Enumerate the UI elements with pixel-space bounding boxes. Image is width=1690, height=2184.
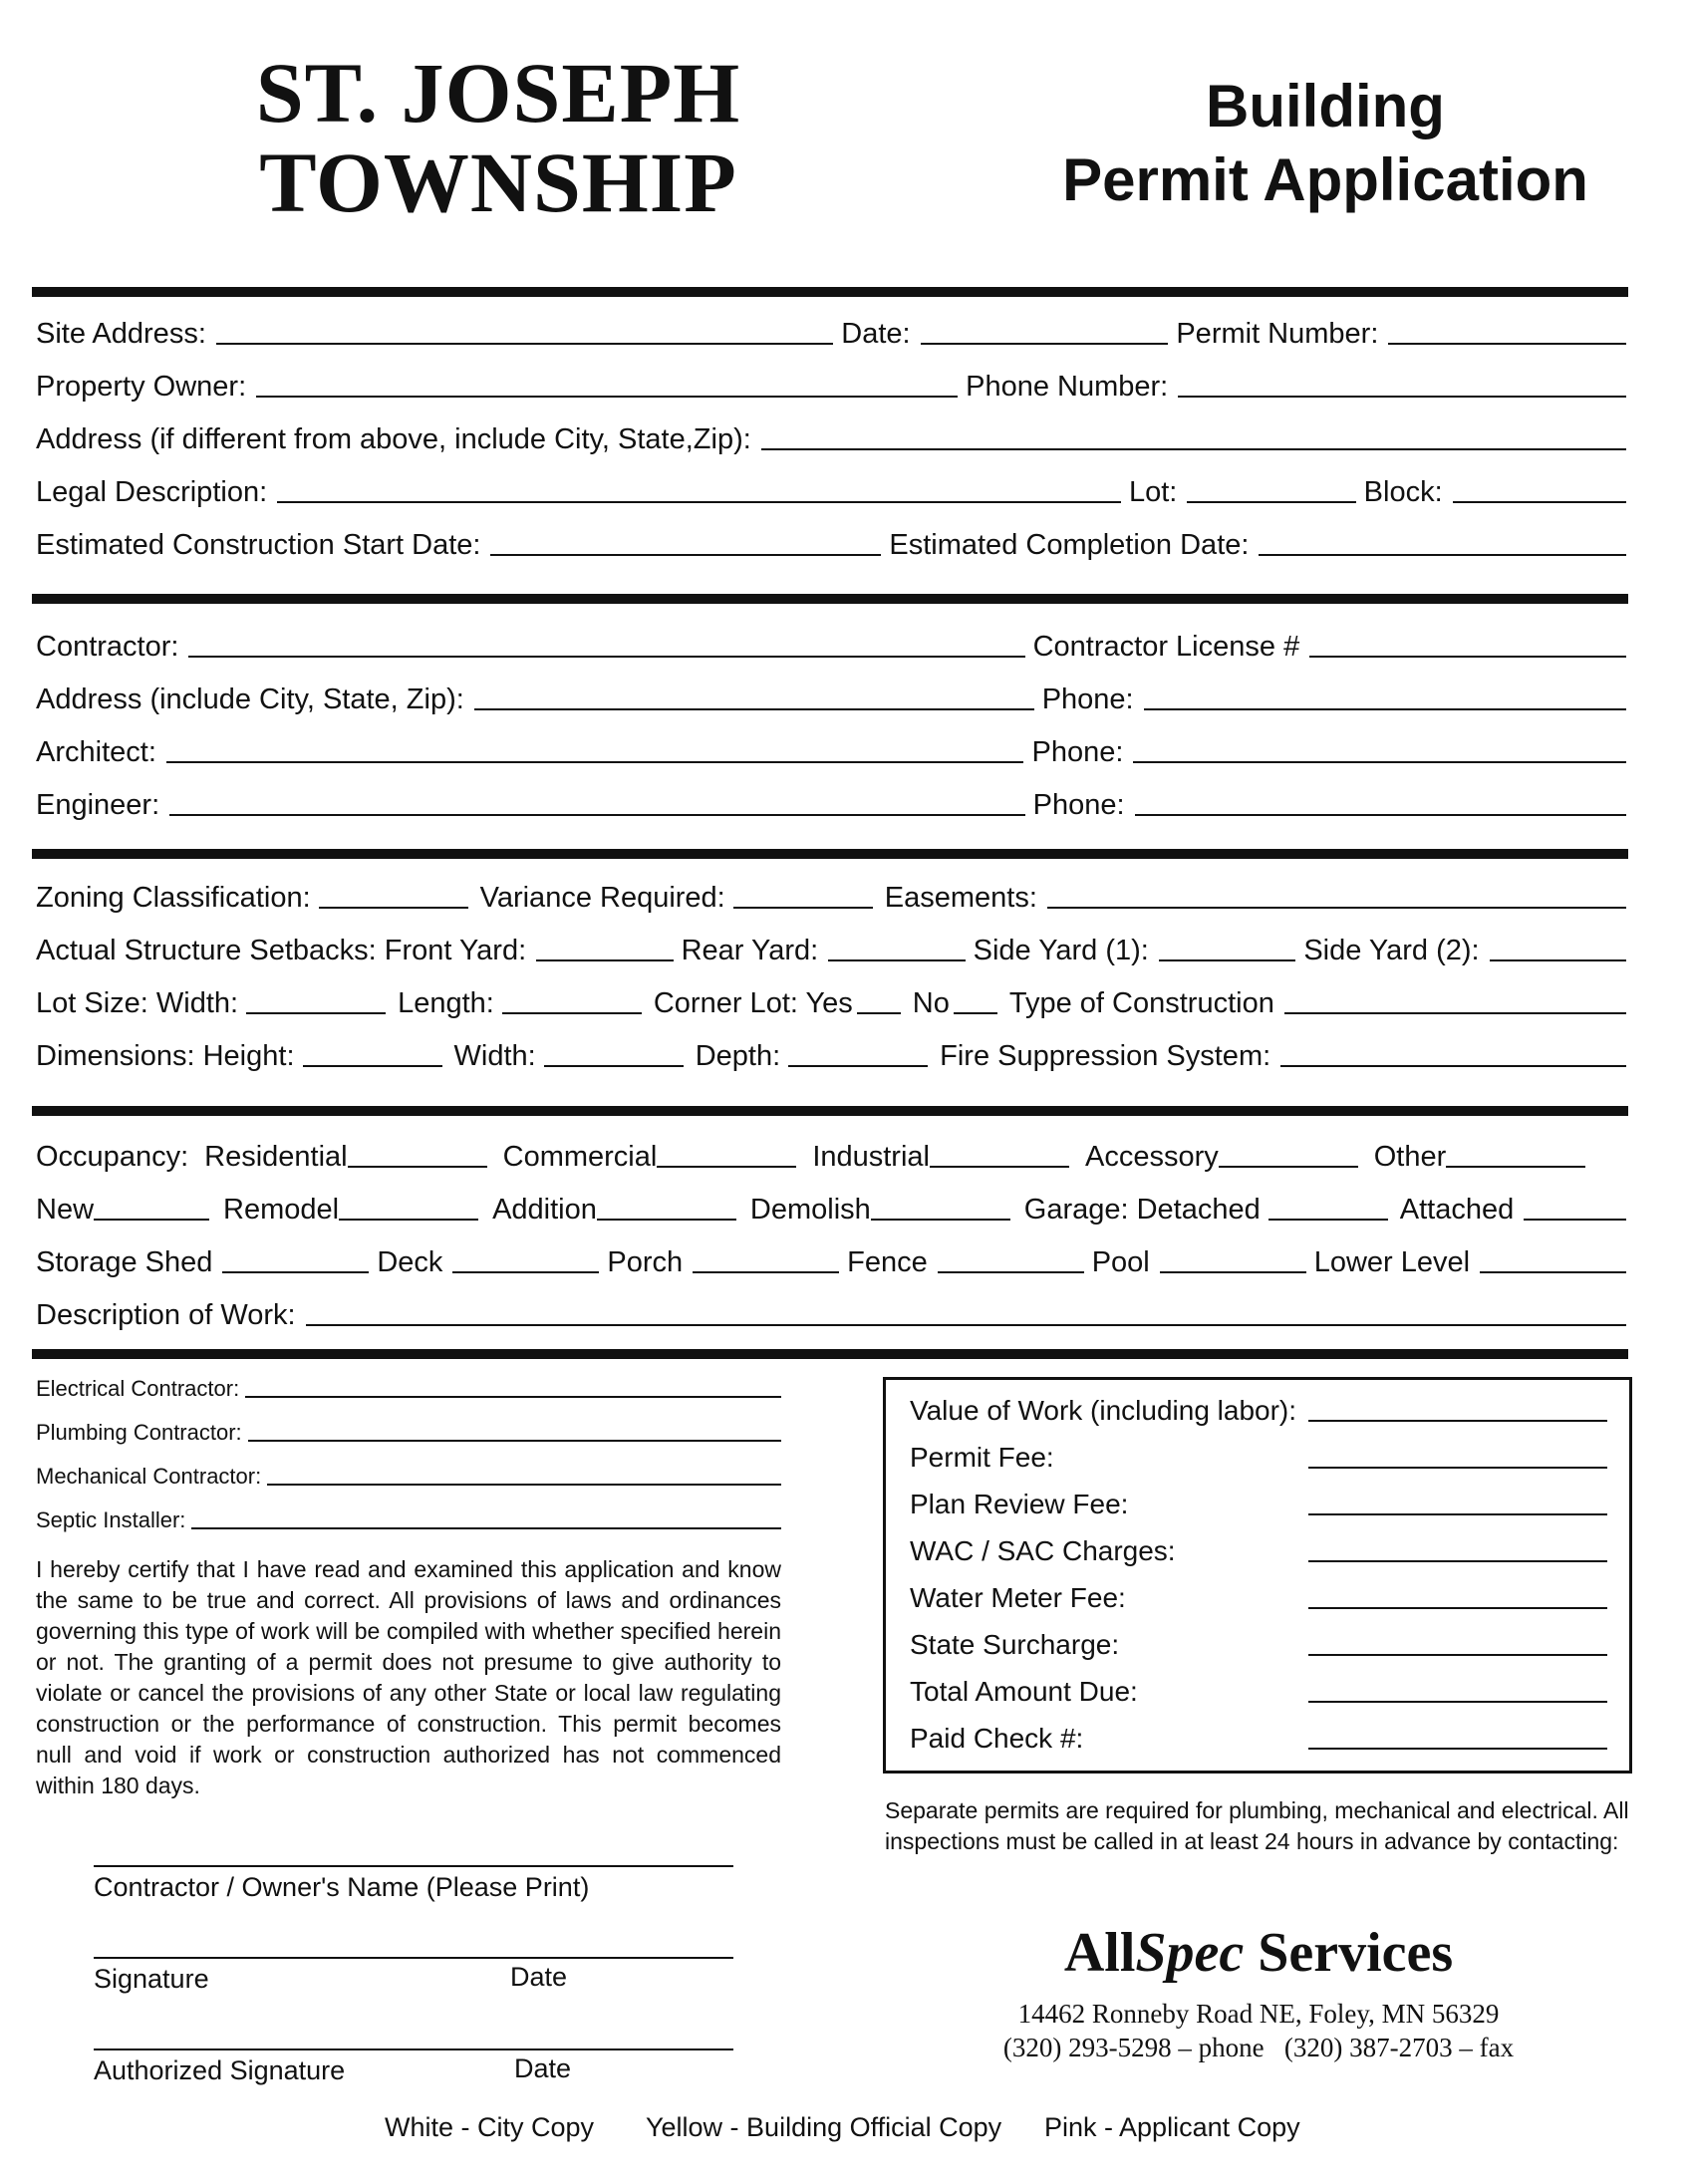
height-field[interactable]: [303, 1065, 442, 1067]
front-yard-field[interactable]: [536, 959, 673, 961]
septic-installer-field[interactable]: [191, 1527, 781, 1529]
side-yard-2-label: Side Yard (2):: [1303, 935, 1480, 966]
plumbing-contractor-label: Plumbing Contractor:: [36, 1420, 242, 1445]
township-name-line2: TOWNSHIP: [259, 135, 737, 230]
other-label: Other: [1373, 1141, 1447, 1173]
easements-label: Easements:: [884, 882, 1037, 914]
occupancy-row-3: [36, 1245, 1626, 1279]
form-title: [977, 70, 1674, 217]
length-label: Length:: [398, 987, 494, 1019]
contractor-address-field[interactable]: [474, 708, 1034, 710]
company-name-all: All: [1063, 1922, 1136, 1984]
industrial-label: Industrial: [812, 1141, 930, 1173]
easements-field[interactable]: [1047, 907, 1626, 909]
fence-label: Fence: [847, 1246, 928, 1278]
form-title-line1: Building: [1206, 73, 1445, 139]
other-field[interactable]: [1446, 1166, 1585, 1168]
septic-installer-row: [36, 1506, 781, 1534]
side-yard-2-field[interactable]: [1490, 959, 1626, 961]
authorized-signature-line[interactable]: [94, 2048, 733, 2050]
site-row-4: [36, 475, 1626, 509]
block-field[interactable]: [1453, 501, 1626, 503]
company-address: 14462 Ronneby Road NE, Foley, MN 56329: [1017, 1999, 1500, 2029]
mechanical-contractor-row: [36, 1463, 781, 1491]
signature-label: Signature: [94, 1964, 209, 1994]
pink-copy-label: Pink - Applicant Copy: [1044, 2112, 1300, 2142]
signature-line[interactable]: [94, 1957, 733, 1959]
fee-label: Value of Work (including labor):: [910, 1395, 1297, 1426]
fee-field[interactable]: [1308, 1513, 1607, 1515]
site-row-1: [36, 317, 1626, 351]
garage-attached-field[interactable]: [1524, 1219, 1626, 1221]
width-field[interactable]: [544, 1065, 684, 1067]
deck-label: Deck: [377, 1246, 443, 1278]
zoning-classification-label: Zoning Classification:: [36, 882, 311, 914]
fee-row: [910, 1441, 1607, 1475]
zoning-row-1: [36, 881, 1626, 915]
architect-field[interactable]: [166, 761, 1024, 763]
width-label: Width:: [453, 1040, 536, 1072]
fire-suppression-label: Fire Suppression System:: [940, 1040, 1271, 1072]
white-copy-label: White - City Copy: [385, 2112, 595, 2142]
fence-field[interactable]: [938, 1271, 1084, 1273]
construction-type-label: Type of Construction: [1008, 987, 1274, 1019]
print-name-label: Contractor / Owner's Name (Please Print): [94, 1872, 590, 1902]
fee-field[interactable]: [1308, 1701, 1607, 1703]
site-row-2: [36, 370, 1626, 404]
remodel-field[interactable]: [339, 1219, 478, 1221]
date-field[interactable]: [921, 343, 1169, 345]
township-name: [149, 45, 847, 230]
fee-row: [910, 1675, 1607, 1709]
phone-number-field[interactable]: [1178, 396, 1626, 398]
property-owner-field[interactable]: [256, 396, 958, 398]
section-divider: [32, 849, 1628, 859]
authorized-signature-label: Authorized Signature: [94, 2055, 346, 2085]
deck-field[interactable]: [452, 1271, 599, 1273]
site-address-label: Site Address:: [36, 318, 206, 350]
fee-label: Plan Review Fee:: [910, 1489, 1129, 1519]
yellow-copy-label: Yellow - Building Official Copy: [646, 2112, 1002, 2142]
industrial-field[interactable]: [930, 1166, 1069, 1168]
fee-row: [910, 1628, 1607, 1662]
start-date-label: Estimated Construction Start Date:: [36, 529, 481, 561]
new-field[interactable]: [94, 1219, 209, 1221]
contractor-address-label: Address (include City, State, Zip):: [36, 683, 464, 715]
plumbing-contractor-row: [36, 1419, 781, 1447]
lower-level-field[interactable]: [1480, 1271, 1626, 1273]
electrical-contractor-row: [36, 1375, 781, 1403]
mechanical-contractor-label: Mechanical Contractor:: [36, 1464, 262, 1489]
inspection-note: Separate permits are required for plumbing, mechanical and electrical. All inspections must be called in at least 24 hours in advance by contacting:: [885, 1797, 1629, 1854]
zoning-row-2: [36, 934, 1626, 967]
architect-label: Architect:: [36, 736, 156, 768]
accessory-field[interactable]: [1219, 1166, 1358, 1168]
garage-detached-field[interactable]: [1268, 1219, 1388, 1221]
alternate-address-label: Address (if different from above, include City, State,Zip):: [36, 423, 751, 455]
zoning-row-4: [36, 1039, 1626, 1073]
fee-label: WAC / SAC Charges:: [910, 1535, 1176, 1566]
authorized-date-label: Date: [514, 2053, 572, 2083]
depth-field[interactable]: [788, 1065, 928, 1067]
commercial-field[interactable]: [657, 1166, 796, 1168]
corner-lot-no-field[interactable]: [954, 1012, 997, 1014]
residential-field[interactable]: [348, 1166, 487, 1168]
lot-label: Lot:: [1128, 476, 1178, 508]
garage-detached-label: Garage: Detached: [1023, 1194, 1261, 1226]
accessory-label: Accessory: [1084, 1141, 1219, 1173]
new-label: New: [36, 1194, 95, 1226]
architect-phone-label: Phone:: [1031, 736, 1124, 768]
lower-level-label: Lower Level: [1313, 1246, 1471, 1278]
start-date-field[interactable]: [490, 554, 881, 556]
variance-label: Variance Required:: [479, 882, 725, 914]
description-field[interactable]: [306, 1324, 1626, 1326]
fee-label: Permit Fee:: [910, 1442, 1054, 1473]
addition-label: Addition: [492, 1194, 597, 1226]
residential-label: Residential: [204, 1141, 348, 1173]
completion-date-label: Estimated Completion Date:: [889, 529, 1250, 561]
description-label: Description of Work:: [36, 1299, 296, 1331]
permit-number-field[interactable]: [1388, 343, 1626, 345]
pool-field[interactable]: [1160, 1271, 1306, 1273]
fee-label: Paid Check #:: [910, 1723, 1084, 1754]
section-divider: [32, 1106, 1628, 1116]
fee-label: State Surcharge:: [910, 1629, 1120, 1660]
lot-width-label: Lot Size: Width:: [36, 987, 239, 1019]
permit-number-label: Permit Number:: [1176, 318, 1379, 350]
contractor-row-4: [36, 788, 1626, 822]
lot-width-field[interactable]: [246, 1012, 386, 1014]
contractor-row-2: [36, 682, 1626, 716]
phone-number-label: Phone Number:: [966, 371, 1169, 403]
engineer-field[interactable]: [169, 814, 1025, 816]
date-label: Date:: [841, 318, 911, 350]
engineer-phone-label: Phone:: [1032, 789, 1125, 821]
remodel-label: Remodel: [223, 1194, 340, 1226]
contractor-row-3: [36, 735, 1626, 769]
demolish-field[interactable]: [871, 1219, 1010, 1221]
construction-type-field[interactable]: [1284, 1012, 1626, 1014]
print-name-line[interactable]: [94, 1865, 733, 1867]
block-label: Block:: [1363, 476, 1443, 508]
rear-yard-field[interactable]: [828, 959, 965, 961]
front-yard-label: Actual Structure Setbacks: Front Yard:: [36, 935, 527, 966]
lot-field[interactable]: [1187, 501, 1355, 503]
company-phones: (320) 293-5298 – phone (320) 387-2703 – fax: [1002, 2033, 1515, 2062]
occupancy-row-2: [36, 1193, 1626, 1227]
occupancy-row-4: [36, 1298, 1626, 1332]
occupancy-row-1: [36, 1140, 1560, 1174]
zoning-classification-field[interactable]: [319, 907, 468, 909]
length-field[interactable]: [502, 1012, 642, 1014]
contractor-license-field[interactable]: [1309, 656, 1626, 658]
section-divider: [32, 1349, 1628, 1359]
fire-suppression-field[interactable]: [1280, 1065, 1626, 1067]
corner-lot-yes-label: Corner Lot: Yes: [653, 987, 853, 1019]
legal-description-label: Legal Description:: [36, 476, 268, 508]
fee-label: Water Meter Fee:: [910, 1582, 1126, 1613]
commercial-label: Commercial: [502, 1141, 658, 1173]
fee-row: [910, 1534, 1607, 1568]
porch-label: Porch: [607, 1246, 684, 1278]
fee-field[interactable]: [1308, 1607, 1607, 1609]
certification-text: I hereby certify that I have read and examined this application and know the same to be true and correct. All provisions of laws and ordinances governing this type of work will be compiled with whether specified herein or not. The granting of a permit does not presume to give authority to violate or cancel the provisions of any other State or local law regulating construction or the performance of construction. This permit becomes null and void if work or construction authorized has not commenced within 180 days.: [36, 1556, 781, 1798]
electrical-contractor-field[interactable]: [245, 1396, 781, 1398]
contractor-phone-field[interactable]: [1144, 708, 1626, 710]
company-name: [885, 1921, 1632, 1985]
fee-label: Total Amount Due:: [910, 1676, 1138, 1707]
depth-label: Depth:: [695, 1040, 781, 1072]
legal-description-field[interactable]: [277, 501, 1121, 503]
fee-field[interactable]: [1308, 1467, 1607, 1469]
fee-field[interactable]: [1308, 1420, 1607, 1422]
side-yard-1-field[interactable]: [1159, 959, 1295, 961]
variance-field[interactable]: [733, 907, 873, 909]
plumbing-contractor-field[interactable]: [248, 1440, 781, 1442]
fee-row: [910, 1488, 1607, 1521]
contractor-license-label: Contractor License #: [1032, 631, 1300, 663]
alternate-address-field[interactable]: [761, 448, 1626, 450]
section-divider: [32, 287, 1628, 297]
side-yard-1-label: Side Yard (1):: [973, 935, 1149, 966]
fee-row: [910, 1722, 1607, 1756]
fee-field[interactable]: [1308, 1654, 1607, 1656]
engineer-phone-field[interactable]: [1135, 814, 1626, 816]
electrical-contractor-label: Electrical Contractor:: [36, 1376, 240, 1401]
pool-label: Pool: [1091, 1246, 1150, 1278]
fee-row: [910, 1581, 1607, 1615]
height-label: Dimensions: Height:: [36, 1040, 295, 1072]
corner-lot-no-label: No: [912, 987, 950, 1019]
corner-lot-yes-field[interactable]: [857, 1012, 901, 1014]
fee-box: [883, 1377, 1632, 1774]
fee-field[interactable]: [1308, 1560, 1607, 1562]
addition-field[interactable]: [597, 1219, 736, 1221]
contractor-label: Contractor:: [36, 631, 179, 663]
garage-attached-label: Attached: [1399, 1194, 1515, 1226]
signature-date-label: Date: [510, 1962, 568, 1992]
mechanical-contractor-field[interactable]: [267, 1484, 781, 1486]
rear-yard-label: Rear Yard:: [681, 935, 819, 966]
site-row-5: [36, 528, 1626, 562]
architect-phone-field[interactable]: [1133, 761, 1626, 763]
storage-shed-field[interactable]: [222, 1271, 369, 1273]
company-name-services: Services: [1244, 1922, 1454, 1984]
occupancy-label: Occupancy:: [36, 1141, 189, 1173]
completion-date-field[interactable]: [1259, 554, 1626, 556]
fee-row: [910, 1394, 1607, 1428]
porch-field[interactable]: [693, 1271, 839, 1273]
township-name-line1: ST. JOSEPH: [255, 45, 741, 140]
contractor-phone-label: Phone:: [1041, 683, 1134, 715]
contractor-row-1: [36, 630, 1626, 664]
fee-field[interactable]: [1308, 1748, 1607, 1750]
property-owner-label: Property Owner:: [36, 371, 247, 403]
zoning-row-3: [36, 986, 1626, 1020]
section-divider: [32, 594, 1628, 604]
septic-installer-label: Septic Installer:: [36, 1507, 186, 1532]
site-row-3: [36, 422, 1626, 456]
site-address-field[interactable]: [216, 343, 833, 345]
demolish-label: Demolish: [749, 1194, 871, 1226]
form-title-line2: Permit Application: [1062, 146, 1588, 213]
contractor-field[interactable]: [188, 656, 1024, 658]
engineer-label: Engineer:: [36, 789, 160, 821]
storage-shed-label: Storage Shed: [36, 1246, 213, 1278]
company-name-spec: Spec: [1135, 1922, 1245, 1984]
